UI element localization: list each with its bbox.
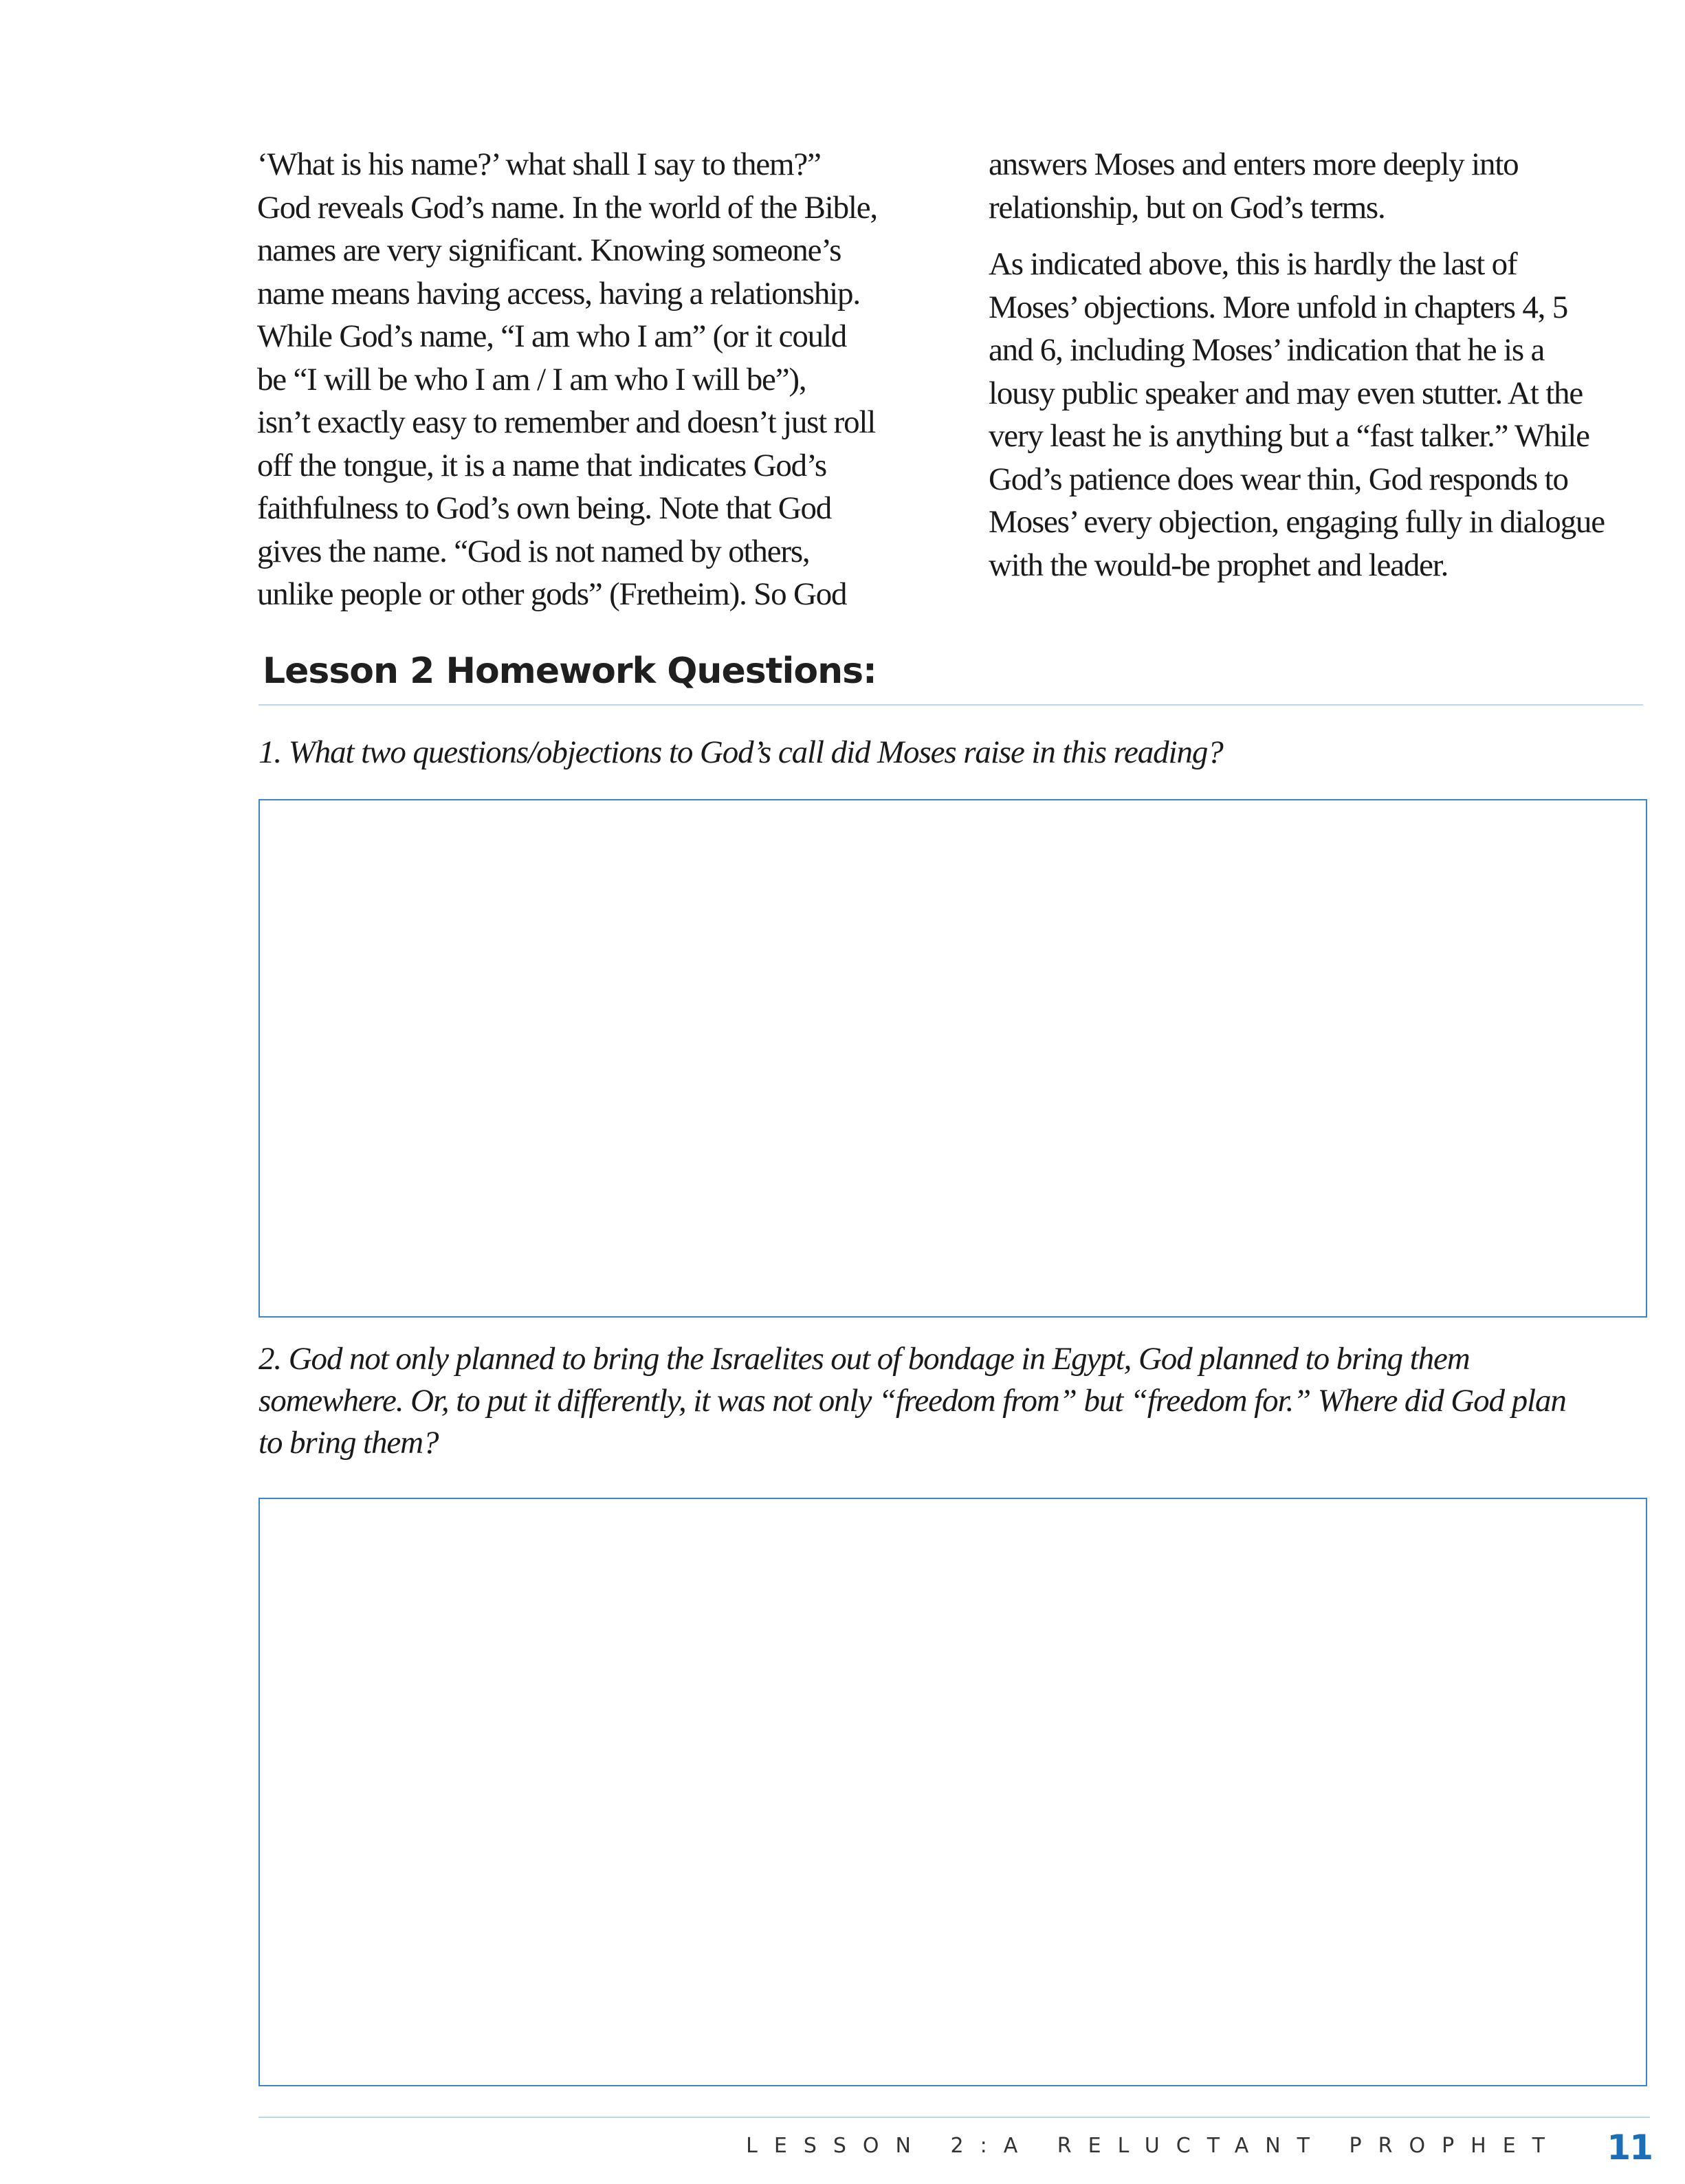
reading-right-column bbox=[989, 143, 1662, 587]
answer-box-question-2[interactable] bbox=[258, 1498, 1647, 2086]
question-line: 2. God not only planned to bring the Israelites out of bondage in Egypt, God planned to bring them bbox=[258, 1341, 1470, 1377]
text-line: and 6, including Moses’ indication that he is a bbox=[989, 332, 1545, 368]
text-line: gives the name. “God is not named by others, bbox=[257, 533, 810, 569]
text-line: God reveals God’s name. In the world of the Bible, bbox=[257, 189, 877, 226]
text-line: isn’t exactly easy to remember and doesn’t just roll bbox=[257, 404, 876, 440]
text-line: faithfulness to God’s own being. Note that God bbox=[257, 490, 832, 526]
page-number: 11 bbox=[1607, 2128, 1652, 2167]
text-line: Moses’ objections. More unfold in chapters 4, 5 bbox=[989, 289, 1568, 325]
footer-divider bbox=[258, 2117, 1650, 2118]
text-line: names are very significant. Knowing someone’s bbox=[257, 232, 841, 268]
reading-paragraph bbox=[257, 143, 938, 616]
reading-left-column bbox=[257, 143, 938, 616]
text-line: ‘What is his name?’ what shall I say to them?” bbox=[257, 146, 821, 182]
homework-section-title: Lesson 2 Homework Questions: bbox=[263, 651, 877, 692]
text-line: off the tongue, it is a name that indicates God’s bbox=[257, 447, 826, 483]
text-line: While God’s name, “I am who I am” (or it could bbox=[257, 318, 847, 354]
reading-paragraph bbox=[989, 143, 1662, 229]
question-line: somewhere. Or, to put it differently, it was not only “freedom from” but “freedom for.” Where did God plan bbox=[258, 1383, 1566, 1419]
section-divider bbox=[258, 704, 1643, 706]
text-line: unlike people or other gods” (Fretheim). So God bbox=[257, 576, 847, 612]
question-line: to bring them? bbox=[258, 1425, 439, 1461]
answer-box-question-1[interactable] bbox=[258, 799, 1647, 1318]
question-2 bbox=[258, 1338, 1654, 1464]
reading-paragraph bbox=[989, 243, 1662, 587]
text-line: very least he is anything but a “fast talker.” While bbox=[989, 418, 1589, 454]
text-line: answers Moses and enters more deeply into bbox=[989, 146, 1519, 182]
text-line: lousy public speaker and may even stutter. At the bbox=[989, 375, 1583, 411]
text-line: God’s patience does wear thin, God responds to bbox=[989, 461, 1568, 497]
text-line: Moses’ every objection, engaging fully in dialogue bbox=[989, 504, 1605, 540]
text-line: with the would-be prophet and leader. bbox=[989, 547, 1449, 583]
question-1: 1. What two questions/objections to God’s call did Moses raise in this reading? bbox=[258, 734, 1223, 770]
text-line: As indicated above, this is hardly the last of bbox=[989, 246, 1517, 282]
running-footer-title: LESSON 2:A RELUCTANT PROPHET bbox=[746, 2134, 1561, 2158]
text-line: name means having access, having a relationship. bbox=[257, 275, 860, 312]
text-line: relationship, but on God’s terms. bbox=[989, 189, 1385, 226]
text-line: be “I will be who I am / I am who I will be”), bbox=[257, 361, 806, 397]
